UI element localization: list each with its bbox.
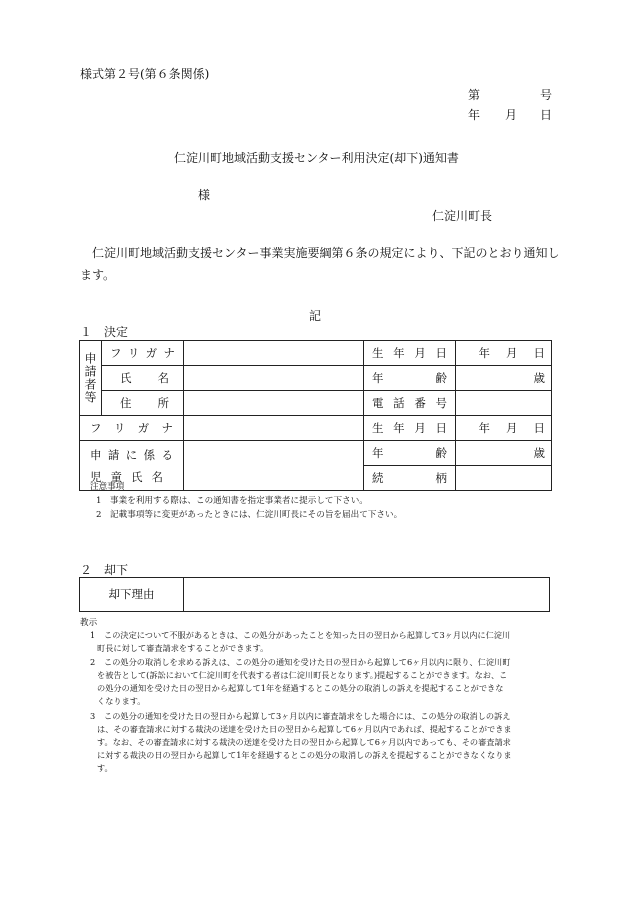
kyoji-item-2-line-4: くなります。 <box>97 696 146 706</box>
kyoji-item-3-line-3: す。なお、その審査請求に対する裁決の送達を受けた日の翌日から起算して6ヶ月以内であっても、その審査請求 <box>97 737 511 747</box>
applicant-age-value[interactable]: 歳 <box>456 366 552 391</box>
child-name-label: 申 請 に 係 る 児 童 氏 名 <box>80 441 184 491</box>
applicant-name-input[interactable] <box>184 366 364 391</box>
section1-heading: １ 決定 <box>80 325 129 339</box>
child-birth-label: 生 年 月 日 <box>364 416 456 441</box>
notes-heading: 注意事項 <box>90 482 125 492</box>
addressee-suffix: 様 <box>198 188 211 202</box>
kyoji-num-1: 1 <box>90 630 96 640</box>
kyoji-item-3-line-1: この処分の通知を受けた日の翌日から起算して3ヶ月以内に審査請求をした場合には、この処分の取消しの訴え <box>104 711 511 721</box>
applicant-label: 申請者等 <box>83 352 97 404</box>
issuer: 仁淀川町長 <box>432 209 493 223</box>
applicant-phone-value[interactable] <box>456 391 552 416</box>
kyoji-item-1-line-1: この決定について不服があるときは、この処分があったことを知った日の翌日から起算して3ヶ月以内に仁淀川 <box>104 630 511 640</box>
kyoji-item-2-line-2: を被告として(訴訟において仁淀川町を代表する者は仁淀川町長となります。)提起することができます。なお、こ <box>97 670 508 680</box>
applicant-name-label: 氏 名 <box>102 366 184 391</box>
date-day: 日 <box>540 108 553 122</box>
document-title: 仁淀川町地域活動支援センター利用決定(却下)通知書 <box>174 151 459 165</box>
child-relation-value[interactable] <box>456 466 552 491</box>
applicant-address-input[interactable] <box>184 391 364 416</box>
applicant-phone-label: 電 話 番 号 <box>364 391 456 416</box>
child-birth-value[interactable]: 年 月 日 <box>456 416 552 441</box>
ki-mark: 記 <box>309 309 322 323</box>
child-name-input[interactable] <box>184 441 364 491</box>
kyoji-num-2: 2 <box>90 657 96 667</box>
note-item-1: 1 事業を利用する際は、この通知書を指定事業者に提示して下さい。 <box>96 496 368 506</box>
kyoji-item-2-line-1: この処分の取消しを求める訴えは、この処分の通知を受けた日の翌日から起算して6ヶ月以内に限り、仁淀川町 <box>104 657 511 667</box>
date-year: 年 <box>468 108 481 122</box>
applicant-furigana-input[interactable] <box>184 341 364 366</box>
kyoji-item-3-line-5: す。 <box>97 763 113 773</box>
rejection-reason-input[interactable] <box>184 578 549 611</box>
body-line-2: ます。 <box>80 268 116 282</box>
kyoji-item-1-line-2: 町長に対して審査請求をすることができます。 <box>97 643 269 653</box>
rejection-box <box>79 577 550 612</box>
applicant-address-label: 住 所 <box>102 391 184 416</box>
child-relation-label: 続 柄 <box>364 466 456 491</box>
child-age-value[interactable]: 歳 <box>456 441 552 466</box>
rejection-reason-label: 却下理由 <box>80 578 184 611</box>
kyoji-heading: 教示 <box>80 618 98 628</box>
applicant-furigana-label: フ リ ガ ナ <box>102 341 184 366</box>
doc-no-prefix: 第 <box>468 88 481 102</box>
child-furigana-input[interactable] <box>184 416 364 441</box>
decision-table <box>79 340 552 491</box>
kyoji-num-3: 3 <box>90 711 96 721</box>
applicant-birth-label: 生 年 月 日 <box>364 341 456 366</box>
applicant-label-cell <box>80 341 102 416</box>
doc-no-suffix: 号 <box>540 88 553 102</box>
date-month: 月 <box>505 108 518 122</box>
applicant-age-label: 年 齢 <box>364 366 456 391</box>
form-number: 様式第２号(第６条関係) <box>80 67 210 81</box>
child-furigana-label: フ リ ガ ナ <box>80 416 184 441</box>
section2-heading: ２ 却下 <box>80 563 129 577</box>
kyoji-item-2-line-3: の処分の通知を受けた日の翌日から起算して1年を経過するとこの処分の取消しの訴えを提起することができな <box>97 683 504 693</box>
applicant-birth-value[interactable]: 年 月 日 <box>456 341 552 366</box>
body-line-1: 仁淀川町地域活動支援センター事業実施要綱第６条の規定により、下記のとおり通知し <box>92 246 560 260</box>
kyoji-item-3-line-4: に対する裁決の日の翌日から起算して1年を経過するとこの処分の取消しの訴えを提起することができなくなりま <box>97 750 512 760</box>
note-item-2: 2 記載事項等に変更があったときには、仁淀川町長にその旨を届出て下さい。 <box>96 510 403 520</box>
child-age-label: 年 齢 <box>364 441 456 466</box>
kyoji-item-3-line-2: は、その審査請求に対する裁決の送達を受けた日の翌日から起算して6ヶ月以内であれば、提起することができま <box>97 724 512 734</box>
